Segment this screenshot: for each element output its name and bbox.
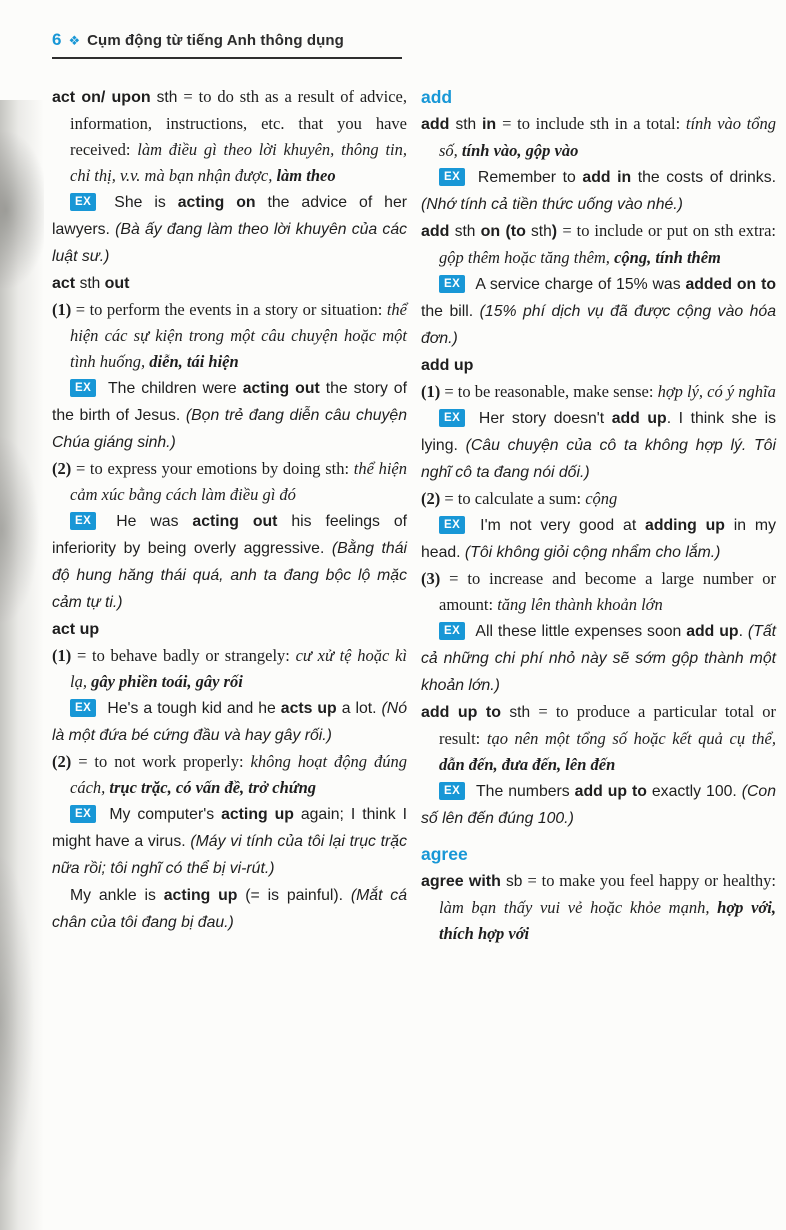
- example-text: the costs of drinks.: [631, 169, 776, 186]
- example-text: Her story doesn't: [471, 410, 612, 427]
- example-text: I'm not very good at: [471, 517, 646, 534]
- example-paragraph: [421, 271, 776, 352]
- definition-text: = to produce a particular total or result:: [439, 702, 777, 748]
- example-paragraph: [52, 801, 407, 882]
- example-translation: (Máy vi tính của tôi lại trục trặc nữa rồi; tôi nghĩ có thể bị vi-rút.): [52, 833, 407, 877]
- example-translation: (15% phí dịch vụ đã được cộng vào hóa đơn.): [421, 303, 776, 347]
- example-text: .: [738, 623, 748, 640]
- example-translation: (Câu chuyện của cô ta không hợp lý. Tôi nghĩ cô ta đang nói dối.): [421, 437, 776, 481]
- definition-paragraph: [52, 616, 407, 643]
- example-translation: (Bọn trẻ đang diễn câu chuyện Chúa giáng sinh.): [52, 407, 407, 451]
- ex-badge: EX: [439, 782, 465, 800]
- headword: ): [551, 223, 563, 240]
- definition-text: = to do sth as a result of advice, information, instructions, etc. that you have received:: [70, 87, 407, 159]
- sense-number: (3): [421, 569, 450, 588]
- vietnamese-gloss: không hoạt động đúng cách,: [70, 752, 407, 797]
- vietnamese-gloss: cộng: [585, 489, 618, 508]
- example-phrasal-verb: acting out: [192, 513, 278, 530]
- example-text: exactly 100.: [646, 783, 742, 800]
- headword: (to: [505, 223, 526, 240]
- example-paragraph: [52, 882, 407, 936]
- definition-text: = to perform the events in a story or situation:: [75, 300, 387, 319]
- vietnamese-gloss: tính vào tổng số,: [439, 114, 777, 160]
- headword: agree with: [421, 873, 507, 890]
- sense-number: (2): [52, 459, 76, 478]
- definition-paragraph: [421, 352, 776, 379]
- headword: out: [104, 275, 130, 292]
- example-phrasal-verb: acting up: [221, 806, 294, 823]
- grammar-word: sth: [150, 89, 184, 106]
- vietnamese-keyword: cộng, tính thêm: [614, 248, 721, 267]
- vietnamese-gloss: gộp thêm hoặc tăng thêm,: [439, 248, 615, 267]
- definition-paragraph: [421, 111, 776, 164]
- example-text: (= is painful).: [237, 887, 351, 904]
- vietnamese-gloss: tạo nên một tổng số hoặc kết quả cụ thể,: [486, 729, 776, 748]
- ex-badge: EX: [439, 409, 465, 427]
- ex-badge: EX: [439, 275, 465, 293]
- example-text: the bill.: [421, 303, 480, 320]
- example-text: She is: [102, 194, 178, 211]
- example-paragraph: [52, 508, 407, 616]
- definition-paragraph: [421, 218, 776, 271]
- definition-text: = to express your emotions by doing sth:: [75, 459, 354, 478]
- definition-paragraph: [52, 643, 407, 695]
- definition-paragraph: [421, 699, 776, 778]
- example-paragraph: [421, 164, 776, 218]
- vietnamese-gloss: thể hiện cảm xúc bằng cách làm điều gì đó: [70, 459, 407, 504]
- example-phrasal-verb: acting up: [163, 887, 238, 904]
- definition-paragraph: [421, 379, 776, 405]
- headword: act: [52, 275, 80, 292]
- example-text: again; I think I might have a virus.: [52, 806, 407, 850]
- example-phrasal-verb: acting on: [177, 194, 256, 211]
- definition-text: = to not work properly:: [78, 752, 251, 771]
- example-text: Remember to: [471, 169, 583, 186]
- example-phrasal-verb: add up: [686, 623, 739, 640]
- example-translation: (Mắt cá chân của tôi đang bị đau.): [52, 887, 407, 931]
- vietnamese-keyword: dẫn đến, đưa đến, lên đến: [439, 755, 616, 774]
- diamond-icon: ❖: [68, 33, 81, 48]
- letter-heading: add: [421, 87, 453, 107]
- sense-number: (1): [52, 300, 76, 319]
- headword: add: [421, 223, 455, 240]
- example-phrasal-verb: add in: [582, 169, 632, 186]
- example-text: the story of the birth of Jesus.: [52, 380, 407, 424]
- headword: act up: [52, 621, 100, 638]
- example-phrasal-verb: add up: [611, 410, 667, 427]
- headword: act on/ upon: [52, 89, 151, 106]
- grammar-word: sth: [525, 223, 552, 240]
- ex-badge: EX: [439, 168, 465, 186]
- example-paragraph: [52, 695, 407, 749]
- vietnamese-gloss: làm bạn thấy vui vẻ hoặc khỏe mạnh,: [439, 898, 718, 917]
- example-phrasal-verb: acts up: [280, 700, 337, 717]
- ex-badge: EX: [70, 512, 96, 530]
- ex-badge: EX: [439, 622, 465, 640]
- example-text: in my head.: [421, 517, 776, 561]
- vietnamese-keyword: làm theo: [276, 166, 336, 185]
- page-header-title: Cụm động từ tiếng Anh thông dụng: [87, 32, 344, 49]
- definition-paragraph: [52, 84, 407, 189]
- example-text: He was: [102, 513, 193, 530]
- example-text: a lot.: [336, 700, 382, 717]
- example-paragraph: [421, 405, 776, 486]
- vietnamese-gloss: hợp lý, có ý nghĩa: [657, 382, 776, 401]
- sense-number: (1): [421, 382, 445, 401]
- left-column: [52, 84, 407, 947]
- example-paragraph: [421, 778, 776, 832]
- grammar-word: sth: [454, 223, 481, 240]
- grammar-word: sth: [509, 704, 539, 721]
- example-paragraph: [52, 375, 407, 456]
- definition-text: = to include or put on sth extra:: [562, 221, 777, 240]
- ex-badge: EX: [70, 805, 96, 823]
- example-text: He's a tough kid and he: [102, 700, 281, 717]
- example-text: All these little expenses soon: [471, 623, 687, 640]
- example-translation: (Bằng thái độ hung hăng thái quá, anh ta đang bộc lộ mặc cảm tự ti.): [52, 540, 407, 611]
- letter-heading: agree: [421, 844, 468, 864]
- grammar-word: sb: [506, 873, 528, 890]
- definition-text: = to increase and become a large number or amount:: [439, 569, 776, 614]
- vietnamese-keyword: hợp với, thích hợp với: [439, 898, 776, 943]
- dictionary-content: [0, 59, 786, 947]
- vietnamese-keyword: gây phiền toái, gây rối: [91, 672, 243, 691]
- definition-text: = to make you feel happy or healthy:: [527, 871, 776, 890]
- definition-paragraph: [52, 456, 407, 508]
- example-phrasal-verb: adding up: [645, 517, 725, 534]
- example-translation: (Con số lên đến đúng 100.): [421, 783, 777, 827]
- grammar-word: sth: [79, 275, 105, 292]
- vietnamese-gloss: làm điều gì theo lời khuyên, thông tin, chỉ thị, v.v. mà bạn nhận được,: [70, 140, 407, 185]
- example-text: The numbers: [471, 783, 575, 800]
- example-text: My computer's: [102, 806, 222, 823]
- example-text: My ankle is: [70, 887, 164, 904]
- ex-badge: EX: [70, 379, 96, 397]
- definition-paragraph: [421, 486, 776, 512]
- example-paragraph: [421, 618, 776, 699]
- headword: add: [421, 116, 456, 133]
- example-paragraph: [52, 189, 407, 270]
- example-translation: (Nó là một đứa bé cứng đầu và hay gây rối.): [52, 700, 407, 744]
- example-text: The children were: [102, 380, 243, 397]
- headword: add up: [421, 357, 474, 374]
- page-number: 6: [52, 30, 62, 49]
- definition-text: = to behave badly or strangely:: [76, 646, 296, 665]
- example-translation: (Bà ấy đang làm theo lời khuyên của các luật sư.): [52, 221, 408, 265]
- definition-paragraph: [421, 868, 776, 947]
- sense-number: (1): [52, 646, 77, 665]
- definition-paragraph: [421, 566, 776, 618]
- sense-number: (2): [52, 752, 79, 771]
- definition-paragraph: [52, 297, 407, 375]
- example-text: the advice of her lawyers.: [52, 194, 407, 238]
- definition-text: = to calculate a sum:: [444, 489, 586, 508]
- vietnamese-keyword: trục trặc, có vấn đề, trở chứng: [109, 778, 317, 797]
- vietnamese-gloss: tăng lên thành khoản lớn: [497, 595, 663, 614]
- grammar-word: sth: [455, 116, 482, 133]
- headword: on: [480, 223, 506, 240]
- headword: add up to: [421, 704, 510, 721]
- ex-badge: EX: [70, 193, 96, 211]
- definition-paragraph: [52, 749, 407, 801]
- definition-text: = to be reasonable, make sense:: [444, 382, 658, 401]
- sense-number: (2): [421, 489, 445, 508]
- example-text: . I think she is lying.: [421, 410, 776, 454]
- example-paragraph: [421, 512, 776, 566]
- page-header: [52, 30, 402, 59]
- vietnamese-gloss: cư xử tệ hoặc kì lạ,: [70, 646, 407, 691]
- vietnamese-keyword: diễn, tái hiện: [149, 352, 239, 371]
- ex-badge: EX: [70, 699, 96, 717]
- vietnamese-keyword: tính vào, gộp vào: [461, 141, 579, 160]
- example-phrasal-verb: added on to: [685, 276, 776, 293]
- example-translation: (Tôi không giỏi cộng nhẩm cho lắm.): [464, 544, 721, 561]
- example-phrasal-verb: add up to: [574, 783, 647, 800]
- example-translation: (Nhớ tính cả tiền thức uống vào nhé.): [421, 196, 683, 213]
- example-text: A service charge of 15% was: [471, 276, 686, 293]
- example-translation: (Tất cả những chi phí nhỏ này sẽ sớm gộp thành một khoản lớn.): [421, 623, 776, 694]
- example-text: his feelings of inferiority by being overly aggressive.: [52, 513, 408, 557]
- ex-badge: EX: [439, 516, 465, 534]
- definition-paragraph: [52, 270, 407, 297]
- right-column: [421, 84, 776, 947]
- example-phrasal-verb: acting out: [242, 380, 320, 397]
- vietnamese-gloss: thể hiện các sự kiện trong một câu chuyện hoặc một tình huống,: [70, 300, 407, 371]
- definition-text: = to include sth in a total:: [502, 114, 686, 133]
- headword: in: [481, 116, 503, 133]
